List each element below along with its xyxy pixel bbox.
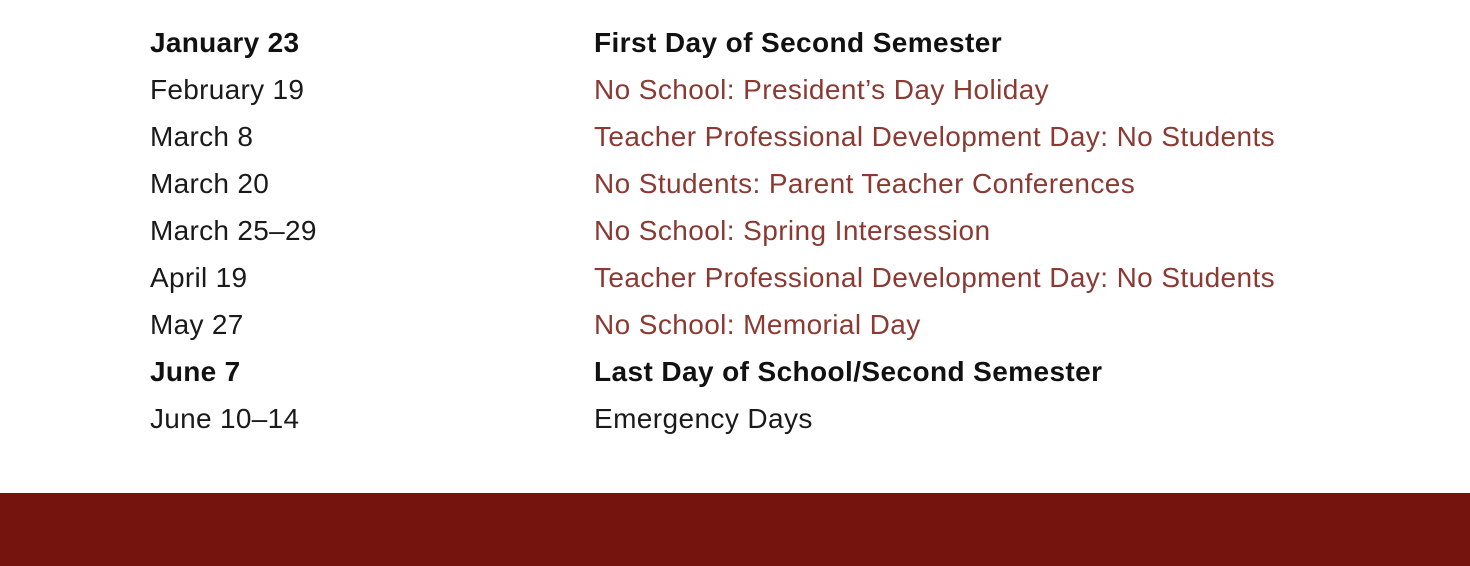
- event-date: March 25–29: [150, 215, 317, 246]
- event-description: Last Day of School/Second Semester: [594, 355, 1103, 387]
- schedule-row: [150, 67, 1350, 114]
- schedule-row: [150, 114, 1350, 161]
- schedule-row: [150, 348, 1350, 395]
- event-date: February 19: [150, 74, 305, 106]
- schedule-row: [150, 20, 1350, 67]
- schedule-row: [150, 301, 1350, 348]
- event-description: Teacher Professional Development Day: No Students: [594, 261, 1276, 293]
- schedule-row: [150, 208, 1350, 255]
- schedule-row: [150, 161, 1350, 208]
- event-date: January 23: [150, 27, 300, 59]
- event-description: First Day of Second Semester: [594, 27, 1002, 59]
- event-description: Teacher Professional Development Day: No Students: [594, 121, 1276, 153]
- event-date: April 19: [150, 261, 248, 293]
- schedule-row: [150, 395, 1350, 442]
- event-date: May 27: [150, 308, 244, 340]
- event-description: No School: Spring Intersession: [594, 215, 991, 246]
- event-description: No School: President’s Day Holiday: [594, 74, 1050, 106]
- event-description: Emergency Days: [594, 402, 813, 434]
- calendar-schedule: [150, 20, 1350, 442]
- event-description: No School: Memorial Day: [594, 308, 921, 340]
- event-date: June 7: [150, 355, 241, 387]
- event-date: March 8: [150, 121, 254, 153]
- event-description: No Students: Parent Teacher Conferences: [594, 168, 1136, 200]
- footer-color-band: [0, 493, 1470, 566]
- event-date: March 20: [150, 168, 270, 200]
- schedule-row: [150, 254, 1350, 301]
- event-date: June 10–14: [150, 402, 300, 434]
